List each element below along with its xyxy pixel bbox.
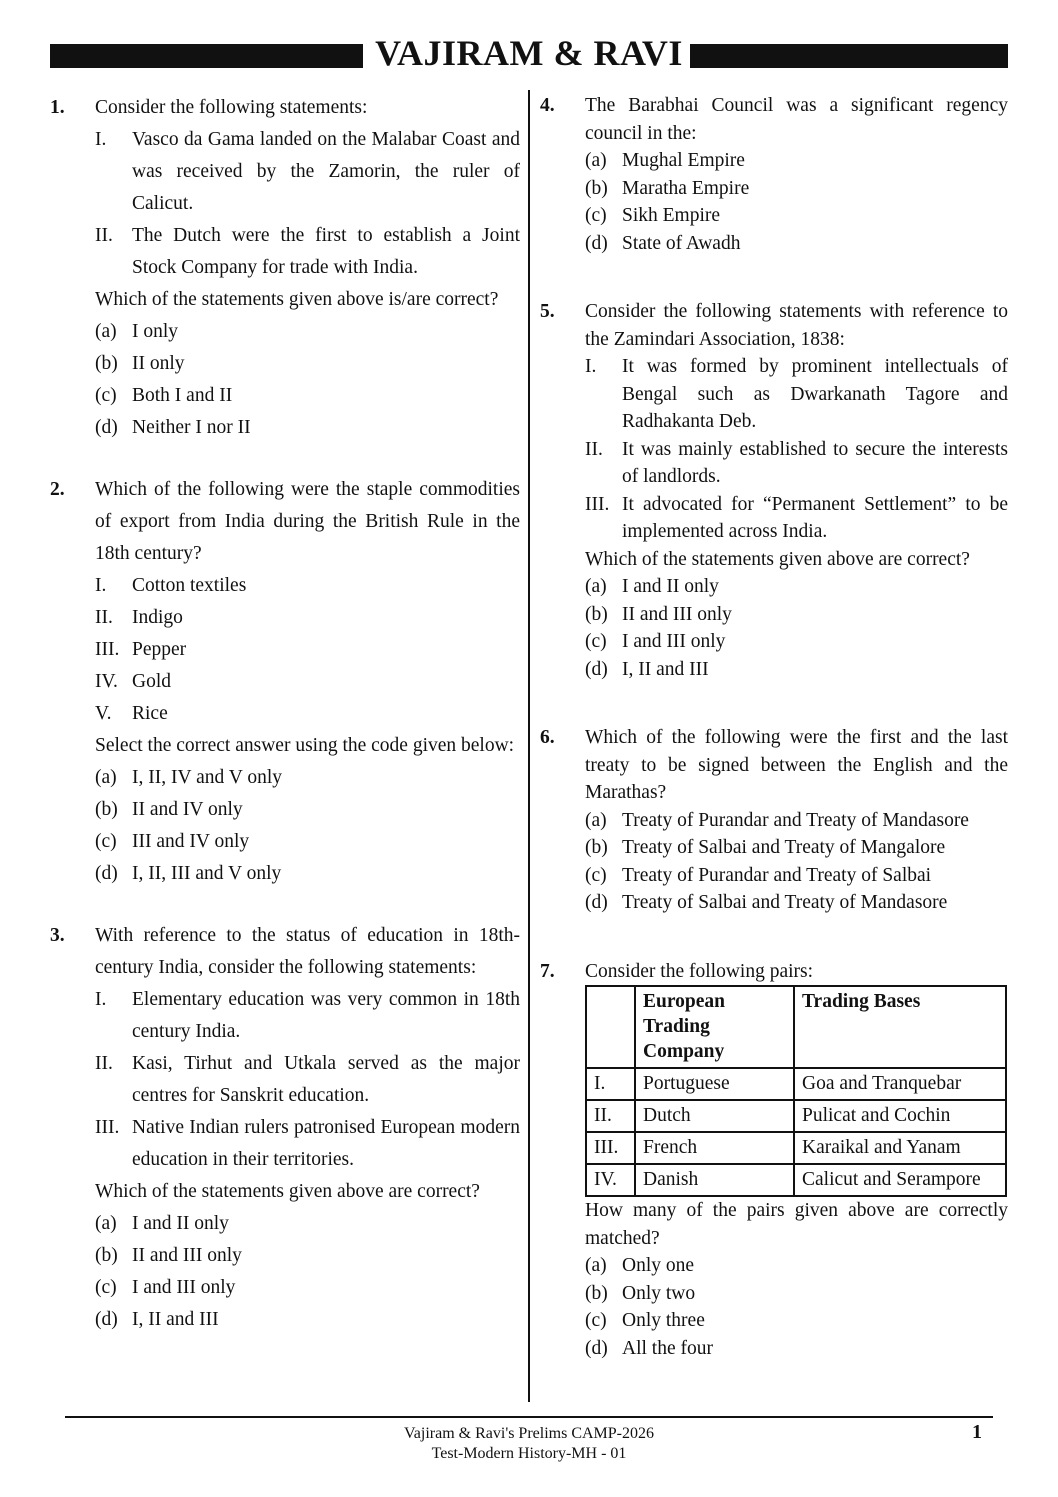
- table-cell: II.: [586, 1100, 635, 1132]
- option-c: (c) Only three: [585, 1310, 705, 1331]
- table-header-row: [586, 986, 1006, 1068]
- question-text: With reference to the status of education in 18th-century India, consider the following statements:: [95, 925, 520, 978]
- question-number: 6.: [540, 727, 555, 748]
- statement: IV. Gold: [95, 671, 171, 692]
- question-prompt: Which of the statements given above are correct?: [95, 1181, 480, 1202]
- table-header-cell: [586, 986, 635, 1068]
- question-2: [50, 474, 520, 890]
- question-number: 4.: [540, 95, 555, 116]
- option-d: (d) Treaty of Salbai and Treaty of Mandasore: [585, 892, 948, 913]
- statement: III. Native Indian rulers patronised European modern education in their territories.: [95, 1117, 520, 1170]
- table-cell: IV.: [586, 1164, 635, 1196]
- question-number: 1.: [50, 97, 65, 118]
- option-a: (a) I and II only: [585, 576, 719, 597]
- option-a: (a) Only one: [585, 1255, 695, 1276]
- header-bar-right: [690, 44, 1008, 68]
- option-d: (d) State of Awadh: [585, 232, 741, 254]
- table-header-cell: European Trading Company: [635, 986, 794, 1068]
- table-cell: I.: [586, 1068, 635, 1100]
- table-cell: Danish: [635, 1164, 794, 1196]
- table-row: [586, 1132, 1006, 1164]
- statement: I. It was formed by prominent intellectuals of Bengal such as Dwarkanath Tagore and Radhakanta Deb.: [585, 356, 1008, 432]
- option-c: (c) Sikh Empire: [585, 205, 721, 226]
- question-text: Which of the following were the staple commodities of export from India during the British Rule in the 18th century?: [95, 479, 520, 564]
- statement: I. Cotton textiles: [95, 575, 247, 596]
- question-prompt: Which of the statements given above is/are correct?: [95, 289, 499, 310]
- question-7: [540, 958, 1008, 1363]
- option-c: (c) III and IV only: [95, 831, 250, 852]
- option-c: (c) Both I and II: [95, 385, 233, 406]
- question-text: Consider the following statements:: [95, 97, 368, 118]
- table-cell: Karaikal and Yanam: [794, 1132, 1006, 1164]
- statement: I. Vasco da Gama landed on the Malabar Coast and was received by the Zamorin, the ruler of Calicut.: [95, 129, 520, 214]
- table-cell: French: [635, 1132, 794, 1164]
- option-a: (a) Treaty of Purandar and Treaty of Mandasore: [585, 809, 969, 831]
- table-cell: Goa and Tranquebar: [794, 1068, 1006, 1100]
- option-d: (d) I, II and III: [95, 1309, 219, 1330]
- option-a: (a) I and II only: [95, 1213, 229, 1234]
- option-b: (b) II only: [95, 353, 185, 374]
- table-cell: Calicut and Serampore: [794, 1164, 1006, 1196]
- footer-line-2: Test-Modern History-MH - 01: [431, 1445, 627, 1462]
- table-cell: Portuguese: [635, 1068, 794, 1100]
- question-number: 2.: [50, 479, 65, 500]
- page-footer: [0, 1424, 1058, 1464]
- option-c: (c) I and III only: [95, 1277, 236, 1298]
- option-d: (d) Neither I nor II: [95, 417, 251, 438]
- option-d: (d) I, II and III: [585, 658, 709, 680]
- question-prompt: How many of the pairs given above are correctly matched?: [585, 1200, 1008, 1249]
- table-cell: Pulicat and Cochin: [794, 1100, 1006, 1132]
- pairs-table: [585, 985, 1007, 1197]
- page-header: [50, 33, 1008, 73]
- question-prompt: Which of the statements given above are correct?: [585, 548, 970, 570]
- option-b: (b) Only two: [585, 1282, 696, 1304]
- table-cell: III.: [586, 1132, 635, 1164]
- question-5: [540, 298, 1008, 683]
- option-a: (a) I, II, IV and V only: [95, 767, 283, 788]
- table-cell: Dutch: [635, 1100, 794, 1132]
- question-text: Consider the following pairs:: [585, 960, 814, 982]
- option-b: (b) II and IV only: [95, 799, 243, 820]
- question-text: Consider the following statements with reference to the Zamindari Association, 1838:: [585, 301, 1008, 350]
- question-text: Which of the following were the first and the last treaty to be signed between the English and the Marathas?: [585, 727, 1008, 803]
- table-row: [586, 1164, 1006, 1196]
- page-number: 1: [972, 1421, 982, 1443]
- left-column: [50, 92, 520, 1336]
- table-header-cell: Trading Bases: [794, 986, 1006, 1068]
- question-number: 3.: [50, 925, 65, 946]
- header-title: VAJIRAM & RAVI: [375, 33, 683, 73]
- question-text: The Barabhai Council was a significant regency council in the:: [585, 95, 1008, 144]
- table-row: [586, 1068, 1006, 1100]
- footer-line-1: Vajiram & Ravi's Prelims CAMP-2026: [404, 1425, 654, 1442]
- right-column: [540, 92, 1008, 1362]
- option-b: (b) II and III only: [585, 603, 732, 625]
- option-c: (c) I and III only: [585, 631, 726, 652]
- option-b: (b) Maratha Empire: [585, 177, 750, 199]
- statement: II. The Dutch were the first to establish a Joint Stock Company for trade with India.: [95, 225, 520, 278]
- question-6: [540, 724, 1008, 917]
- footer-rule: [65, 1416, 993, 1418]
- question-number: 5.: [540, 301, 555, 322]
- question-3: [50, 920, 520, 1336]
- statement: II. Indigo: [95, 607, 183, 628]
- statement: II. Kasi, Tirhut and Utkala served as the major centres for Sanskrit education.: [95, 1053, 520, 1106]
- option-c: (c) Treaty of Purandar and Treaty of Salbai: [585, 864, 932, 886]
- option-d: (d) I, II, III and V only: [95, 863, 282, 884]
- option-b: (b) II and III only: [95, 1245, 242, 1266]
- question-prompt: Select the correct answer using the code given below:: [95, 735, 515, 756]
- option-a: (a) I only: [95, 321, 179, 342]
- table-row: [586, 1100, 1006, 1132]
- question-number: 7.: [540, 960, 555, 982]
- column-divider: [528, 90, 530, 1402]
- statement: II. It was mainly established to secure the interests of landlords.: [585, 438, 1008, 487]
- statement: III. Pepper: [95, 639, 187, 660]
- question-1: [50, 92, 520, 444]
- statement: I. Elementary education was very common in 18th century India.: [95, 989, 520, 1042]
- option-d: (d) All the four: [585, 1337, 713, 1359]
- option-b: (b) Treaty of Salbai and Treaty of Mangalore: [585, 837, 946, 858]
- question-4: [540, 92, 1008, 257]
- option-a: (a) Mughal Empire: [585, 150, 745, 171]
- statement: III. It advocated for “Permanent Settlement” to be implemented across India.: [585, 493, 1008, 542]
- statement: V. Rice: [95, 703, 168, 724]
